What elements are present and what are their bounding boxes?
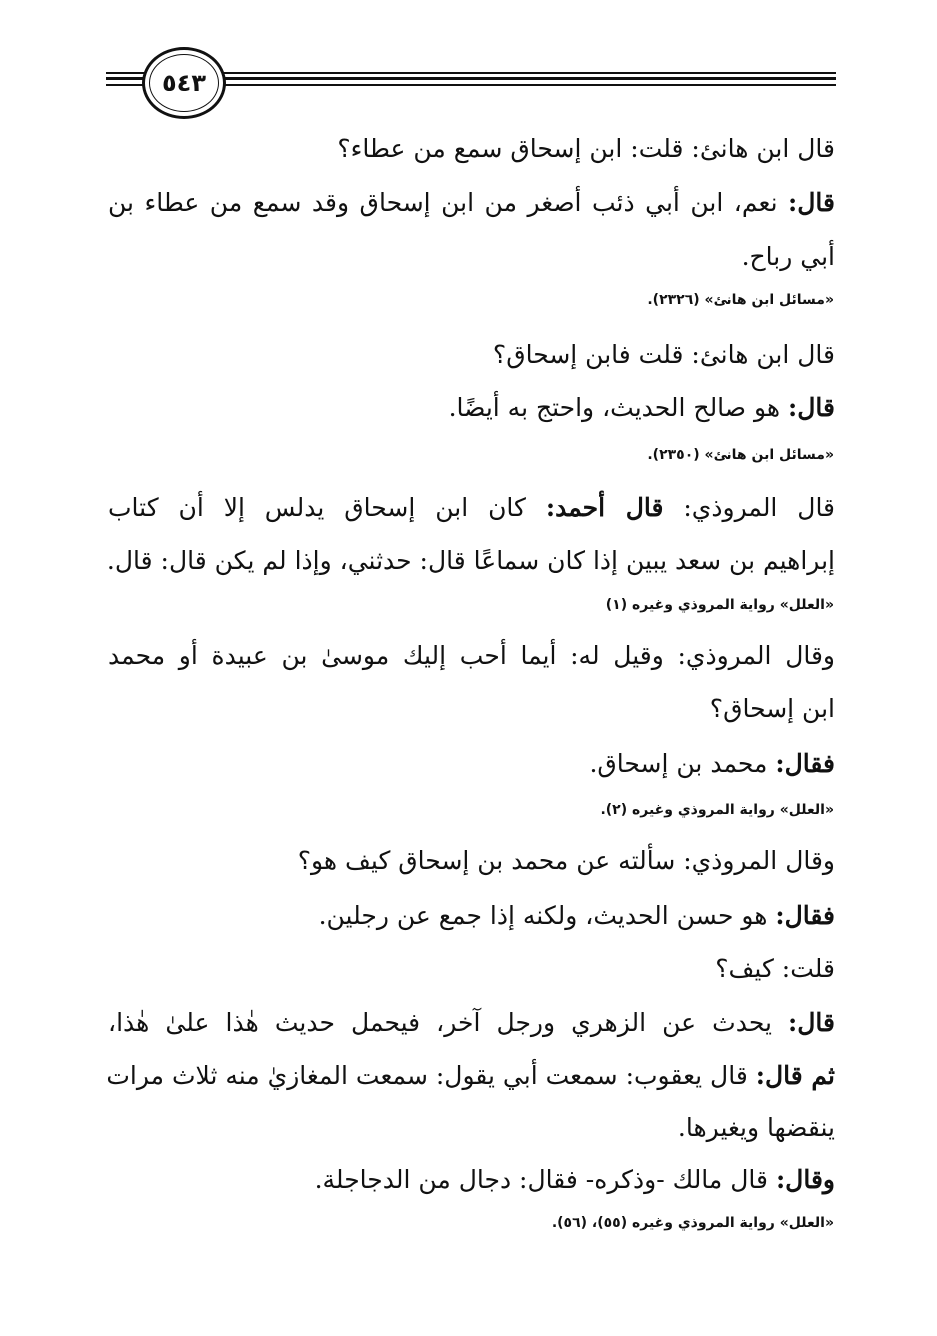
text-line: أبي رباح. [741,242,835,271]
page-header [106,44,836,116]
text-line: قال ابن هانئ: قلت فابن إسحاق؟ [492,340,835,369]
text-line: قال ابن هانئ: قلت: ابن إسحاق سمع من عطاء؟ [337,134,835,163]
text-line: وقال: قال مالك -وذكره- فقال: دجال من الدجاجلة. [314,1165,835,1194]
text-line: قلت: كيف؟ [715,954,835,983]
speaker-label: قال أحمد: [545,493,664,522]
source-reference: «العلل» رواية المروذي وغيره (١) [605,597,834,613]
speaker-label: فقال: [775,901,835,930]
speaker-label: قال: [788,1008,835,1037]
text-line: قال: يحدث عن الزهري ورجل آخر، فيحمل حديث هٰذا علىٰ هٰذا، [108,1008,835,1037]
speaker-label: قال: [788,393,835,422]
text-line: ينقضها ويغيرها. [677,1113,835,1142]
text-line: قال المروذي: قال أحمد: كان ابن إسحاق يدلس إلا أن كتاب [108,493,836,522]
source-reference: «مسائل ابن هانئ» (٢٣٥٠). [647,447,834,463]
speaker-label: فقال: [775,749,835,778]
speaker-label: قال: [788,188,835,217]
source-reference: «العلل» رواية المروذي وغيره (٥٥)، (٥٦). [551,1215,834,1231]
text-line: فقال: محمد بن إسحاق. [589,749,835,778]
source-reference: «العلل» رواية المروذي وغيره (٢). [600,802,834,818]
page-number: ٥٤٣ [162,69,206,97]
speaker-label: ثم قال: [755,1061,835,1090]
text-line: قال: نعم، ابن أبي ذئب أصغر من ابن إسحاق وقد سمع من عطاء بن [108,188,835,217]
text-line: ابن إسحاق؟ [709,694,835,723]
speaker-label: وقال: [775,1165,835,1194]
text-line: فقال: هو حسن الحديث، ولكنه إذا جمع عن رجلين. [318,901,835,930]
text-line: وقال المروذي: سألته عن محمد بن إسحاق كيف هو؟ [297,846,835,875]
text-line: إبراهيم بن سعد يبين إذا كان سماعًا قال: حدثني، وإذا لم يكن قال: قال. [106,546,835,575]
page-number-badge [142,47,226,119]
source-reference: «مسائل ابن هانئ» (٢٣٢٦). [647,292,834,308]
text-line: ثم قال: قال يعقوب: سمعت أبي يقول: سمعت المغازيٰ منه ثلاث مرات [106,1061,835,1090]
text-line: قال: هو صالح الحديث، واحتج به أيضًا. [448,393,835,422]
text-line: وقال المروذي: وقيل له: أيما أحب إليك موسىٰ بن عبيدة أو محمد [108,641,835,670]
